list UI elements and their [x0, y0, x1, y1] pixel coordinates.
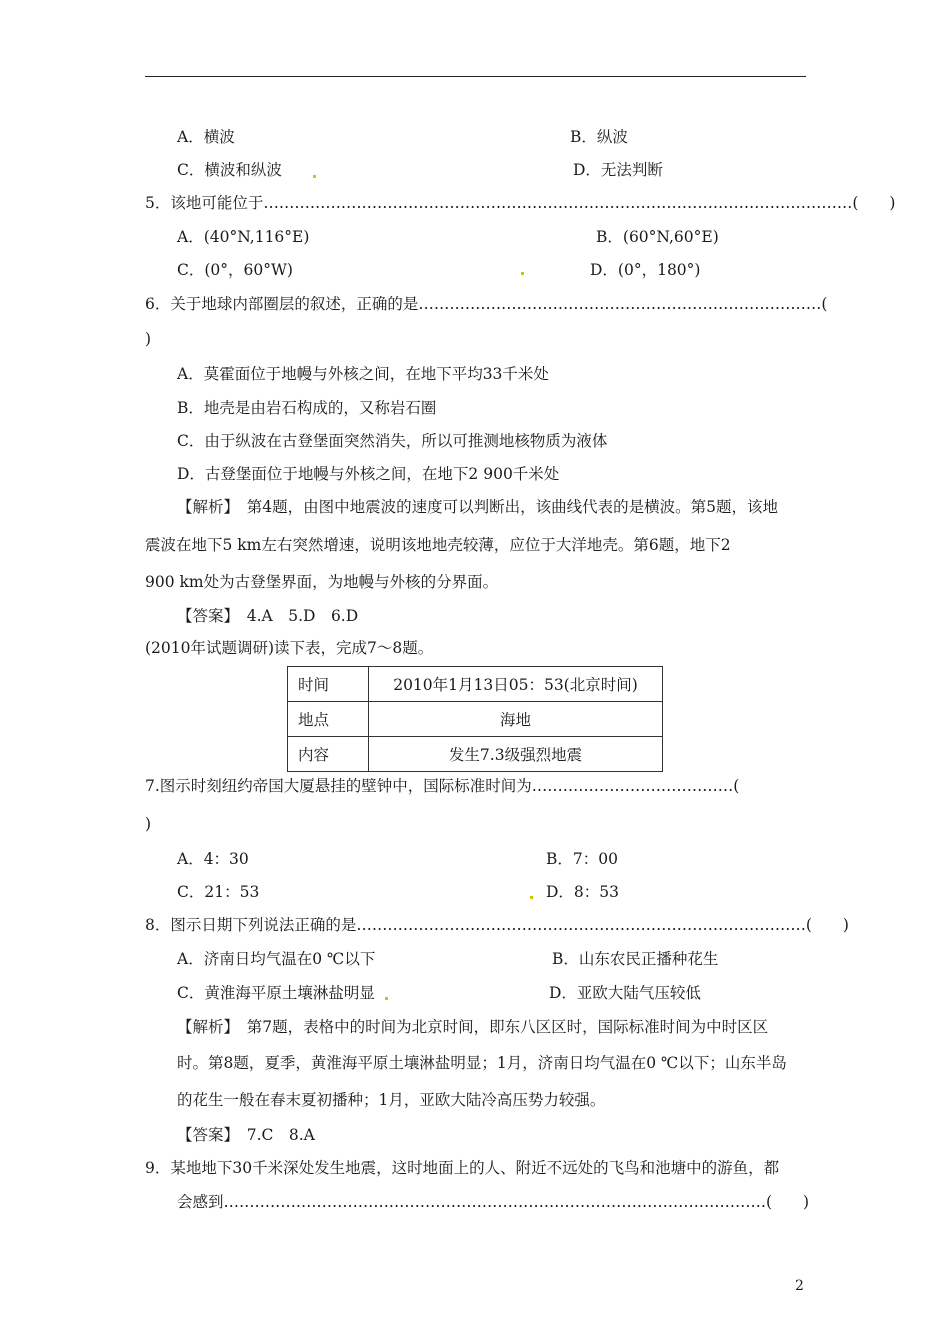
- marker-dot: [385, 997, 388, 1000]
- q9-line-2: 会感到……………………………………………………………………………………………( ): [177, 1193, 810, 1211]
- q6-option-b: B．地壳是由岩石构成的，又称岩石圈: [177, 399, 437, 417]
- marker-dot: [313, 175, 316, 178]
- q6-option-d: D．古登堡面位于地幔与外核之间，在地下2 900千米处: [177, 465, 560, 483]
- q4-option-c: C．横波和纵波: [177, 161, 282, 179]
- table-cell-label: 内容: [288, 737, 369, 772]
- answer-2: 【答案】 7.C 8.A: [177, 1126, 315, 1144]
- answer-1: 【答案】 4.A 5.D 6.D: [177, 607, 359, 625]
- q4-option-d: D．无法判断: [573, 161, 663, 179]
- analysis-1-line-1: 【解析】 第4题，由图中地震波的速度可以判断出，该曲线代表的是横波。第5题，该地: [177, 498, 778, 516]
- q7-paren-close: ): [145, 815, 152, 833]
- marker-dot: [521, 272, 524, 275]
- table-row: [288, 667, 663, 702]
- q5-stem: 5．该地可能位于……………………………………………………………………………………………………( ): [145, 194, 896, 212]
- q8-option-a: A．济南日均气温在0 ℃以下: [177, 950, 376, 968]
- analysis-2-line-3: 的花生一般在春末夏初播种；1月，亚欧大陆冷高压势力较强。: [177, 1091, 606, 1109]
- q5-option-c: C．(0°，60°W): [177, 261, 293, 279]
- q8-option-c: C．黄淮海平原土壤淋盐明显: [177, 984, 375, 1002]
- table-intro: (2010年试题调研)读下表，完成7～8题。: [145, 639, 434, 657]
- table-row: [288, 737, 663, 772]
- q7-option-c: C．21：53: [177, 883, 260, 901]
- header-rule: [145, 76, 806, 77]
- q5-option-b: B．(60°N,60°E): [596, 228, 719, 246]
- q6-option-c: C．由于纵波在古登堡面突然消失，所以可推测地核物质为液体: [177, 432, 608, 450]
- table-cell-label: 地点: [288, 702, 369, 737]
- table-cell-label: 时间: [288, 667, 369, 702]
- q4-option-b: B．纵波: [570, 128, 628, 146]
- q7-option-a: A．4：30: [177, 850, 249, 868]
- q4-option-a: A．横波: [177, 128, 235, 146]
- earthquake-info-table: [287, 666, 663, 772]
- table-cell-value: 2010年1月13日05：53(北京时间): [369, 667, 663, 702]
- q5-option-d: D．(0°，180°): [590, 261, 701, 279]
- q7-option-b: B．7：00: [546, 850, 618, 868]
- q8-stem: 8．图示日期下列说法正确的是……………………………………………………………………………( ): [145, 916, 849, 934]
- analysis-1-line-2: 震波在地下5 km左右突然增速，说明该地地壳较薄，应位于大洋地壳。第6题，地下2: [145, 536, 731, 554]
- q6-option-a: A．莫霍面位于地幔与外核之间，在地下平均33千米处: [177, 365, 549, 383]
- q7-stem: 7.图示时刻纽约帝国大厦悬挂的壁钟中，国际标准时间为…………………………………(: [145, 777, 740, 795]
- page-number: 2: [795, 1278, 804, 1294]
- analysis-2-line-2: 时。第8题，夏季，黄淮海平原土壤淋盐明显；1月，济南日均气温在0 ℃以下；山东半岛: [177, 1054, 787, 1072]
- q6-paren-close: ): [145, 330, 152, 348]
- table-row: [288, 702, 663, 737]
- marker-dot: [530, 896, 533, 899]
- analysis-1-line-3: 900 km处为古登堡界面，为地幔与外核的分界面。: [145, 573, 499, 591]
- table-cell-value: 海地: [369, 702, 663, 737]
- table-cell-value: 发生7.3级强烈地震: [369, 737, 663, 772]
- analysis-2-line-1: 【解析】 第7题，表格中的时间为北京时间，即东八区区时，国际标准时间为中时区区: [177, 1018, 769, 1036]
- q9-line-1: 9．某地地下30千米深处发生地震，这时地面上的人、附近不远处的飞鸟和池塘中的游鱼，都: [145, 1159, 780, 1177]
- q8-option-d: D．亚欧大陆气压较低: [549, 984, 701, 1002]
- q8-option-b: B．山东农民正播种花生: [552, 950, 719, 968]
- q5-option-a: A．(40°N,116°E): [177, 228, 310, 246]
- q7-option-d: D．8：53: [546, 883, 620, 901]
- q6-stem: 6．关于地球内部圈层的叙述，正确的是……………………………………………………………………(: [145, 295, 828, 313]
